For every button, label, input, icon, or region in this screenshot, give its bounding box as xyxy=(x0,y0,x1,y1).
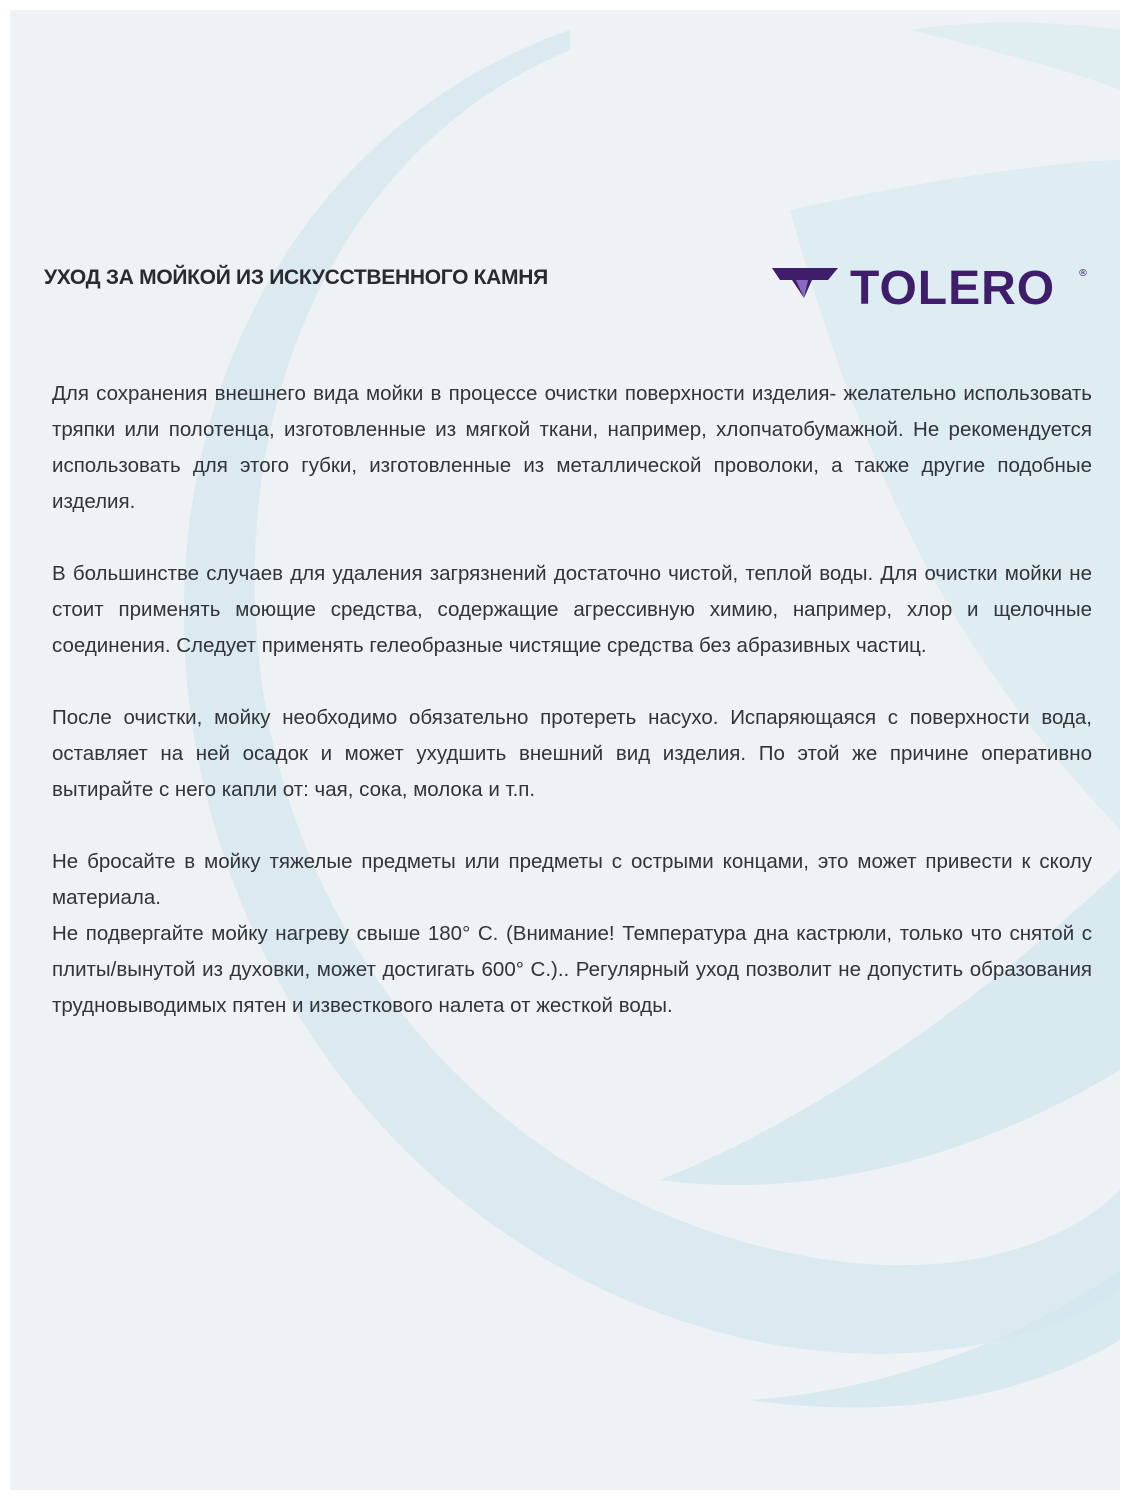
registered-mark: ® xyxy=(1078,268,1088,279)
care-instructions xyxy=(52,376,1092,1024)
paragraph-cleaning: В большинстве случаев для удаления загрязнений достаточно чистой, теплой воды. Для очистки мойки не стоит применять моющие средства, содержащие агрессивную химию, например, хлор и щелочные соединения. Следует применять гелеобразные чистящие средства без абразивных частиц. xyxy=(52,562,1092,657)
page-title: УХОД ЗА МОЙКОЙ ИЗ ИСКУССТВЕННОГО КАМНЯ xyxy=(44,266,548,289)
brand-logo xyxy=(772,254,1092,314)
logo-wordmark: TOLERO xyxy=(850,262,1056,314)
paragraph-drying: После очистки, мойку необходимо обязательно протереть насухо. Испаряющаяся с поверхности вода, оставляет на ней осадок и может ухудшить внешний вид изделия. По этой же причине оперативно вытирайте с него капли от: чая, сока, молока и т.п. xyxy=(52,706,1092,801)
tolero-t-mark-icon xyxy=(772,268,838,298)
document-page xyxy=(10,10,1120,1490)
paragraph-cloth: Для сохранения внешнего вида мойки в процессе очистки поверхности изделия- желательно использовать тряпки или полотенца, изготовленные из мягкой ткани, например, хлопчатобумажной. Не рекомендуется использовать для этого губки, изготовленные из металлической проволоки, а также другие подобные изделия. xyxy=(52,382,1092,513)
paragraph-heavy-objects: Не бросайте в мойку тяжелые предметы или предметы с острыми концами, это может привести к сколу материала. xyxy=(52,850,1092,909)
paragraph-temperature: Не подвергайте мойку нагреву свыше 180° С. (Внимание! Температура дна кастрюли, только что снятой с плиты/вынутой из духовки, может достигать 600° С.).. Регулярный уход позволит не допустить образования трудновыводимых пятен и известкового налета от жесткой воды. xyxy=(52,922,1092,1017)
